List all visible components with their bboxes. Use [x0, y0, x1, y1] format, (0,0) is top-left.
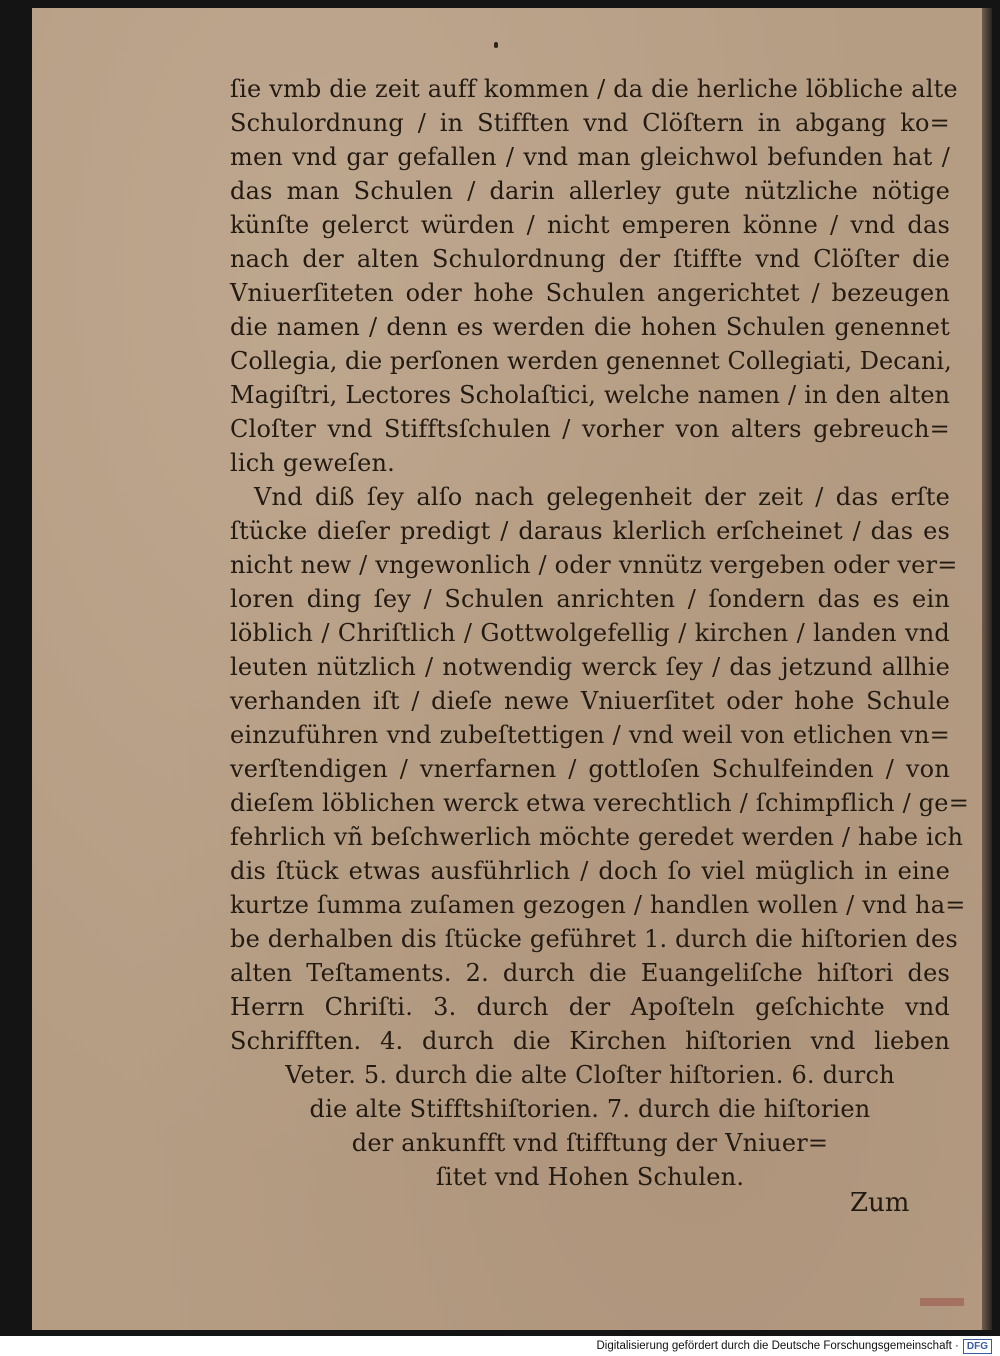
footer-credit: Digitalisierung gefördert durch die Deutsche Forschungsgemeinschaft ·	[596, 1340, 959, 1352]
dfg-logo-icon: DFG	[963, 1339, 992, 1354]
text-line: ſie vmb die zeit auff kommen / da die herliche löbliche alte	[230, 75, 958, 103]
text-line: Schrifften. 4. durch die Kirchen hiſtorien vnd lieben	[230, 1027, 950, 1055]
text-line: Herrn Chriſti. 3. durch der Apoſteln geſchichte vnd	[230, 993, 950, 1021]
text-line: Schulordnung / in Stifften vnd Clöſtern in abgang ko=	[230, 109, 950, 137]
text-line: künſte gelerct würden / nicht emperen könne / vnd das	[230, 211, 950, 239]
text-line: fehrlich vñ beſchwerlich möchte geredet werden / habe ich	[230, 823, 964, 851]
text-line: verhanden iſt / dieſe newe Vniuerſitet oder hohe Schule	[230, 687, 950, 715]
text-line: verſtendigen / vnerfarnen / gottloſen Schulfeinden / von	[230, 755, 950, 783]
text-line: einzuführen vnd zubeſtettigen / vnd weil von etlichen vn=	[230, 721, 950, 749]
text-line: kurtze ſumma zuſamen gezogen / handlen wollen / vnd ha=	[230, 891, 966, 919]
text-line: loren ding ſey / Schulen anrichten / ſondern das es ein	[230, 585, 950, 613]
text-line: ſitet vnd Hohen Schulen.	[435, 1163, 745, 1191]
text-line: die namen / denn es werden die hohen Schulen genennet	[230, 313, 950, 341]
text-line: lich geweſen.	[230, 449, 395, 477]
catchword: Zum	[850, 1188, 910, 1218]
text-line: löblich / Chriſtlich / Gottwolgefellig / kirchen / landen vnd	[230, 619, 950, 647]
text-line: Cloſter vnd Stifftsſchulen / vorher von alters gebreuch=	[230, 415, 950, 443]
text-line: die alte Stifftshiſtorien. 7. durch die hiſtorien	[309, 1095, 871, 1123]
paragraph-start: Vnd diß ſey alſo nach gelegenheit der zeit / das erſte	[254, 483, 950, 511]
text-line-latin: Magiſtri, Lectores Scholaſtici, welche namen / in den alten	[230, 381, 950, 409]
library-stamp	[920, 1298, 964, 1306]
text-line: dieſem löblichen werck etwa verechtlich / ſchimpflich / ge=	[230, 789, 970, 817]
book-page	[32, 8, 982, 1330]
text-line: dis ſtück etwas ausführlich / doch ſo viel müglich in eine	[230, 857, 950, 885]
text-line: men vnd gar gefallen / vnd man gleichwol befunden hat /	[230, 143, 950, 171]
text-line: nach der alten Schulordnung der ſtiffte vnd Clöſter die	[230, 245, 950, 273]
page-text	[32, 8, 982, 1330]
text-line: alten Teſtaments. 2. durch die Euangeliſche hiſtori des	[230, 959, 950, 987]
digitization-footer	[0, 1336, 1000, 1356]
text-line: be derhalben dis ſtücke geführet 1. durch die hiſtorien des	[230, 925, 958, 953]
text-line: der ankunfft vnd ſtifftung der Vniuer=	[351, 1129, 829, 1157]
page-edge	[982, 8, 992, 1330]
text-line: leuten nützlich / notwendig werck ſey / das jetzund allhie	[230, 653, 950, 681]
text-line: das man Schulen / darin allerley gute nützliche nötige	[230, 177, 950, 205]
text-line: ſtücke dieſer predigt / daraus klerlich erſcheinet / das es	[230, 517, 950, 545]
text-line-latin: Collegia, die perſonen werden genennet Collegiati, Decani,	[230, 347, 952, 375]
text-line: Vniuerſiteten oder hohe Schulen angerichtet / bezeugen	[230, 279, 950, 307]
text-line: nicht new / vngewonlich / oder vnnütz vergeben oder ver=	[230, 551, 958, 579]
text-line: Veter. 5. durch die alte Cloſter hiſtorien. 6. durch	[285, 1061, 895, 1089]
